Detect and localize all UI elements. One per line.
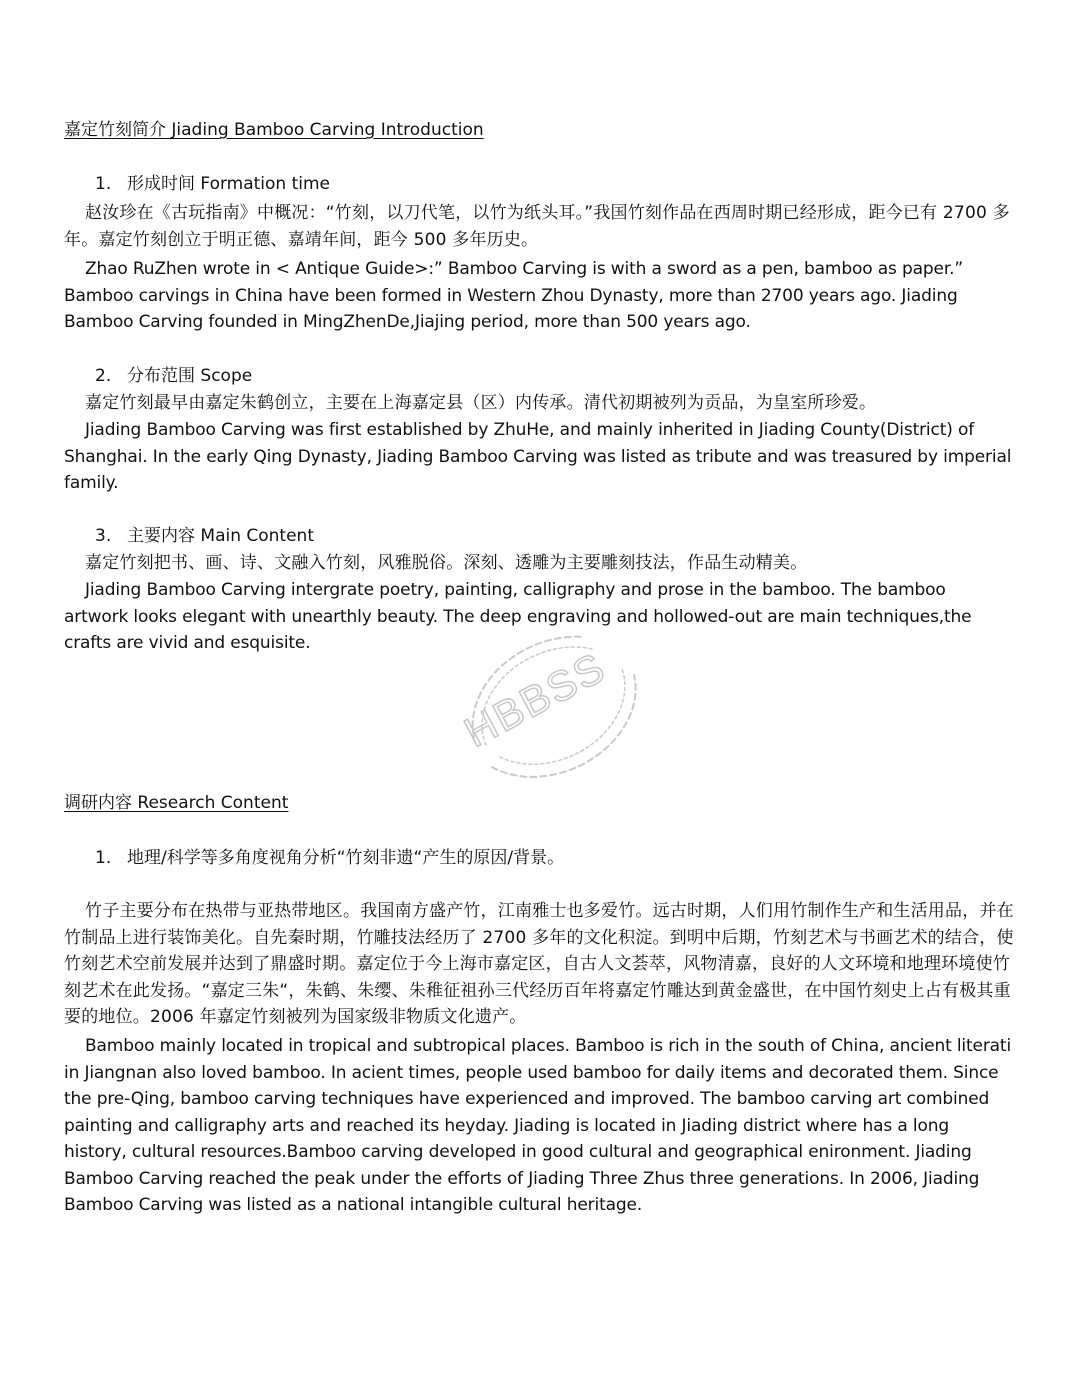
item-number: 3. — [95, 526, 112, 546]
paragraph-formation-zh: 赵汝珍在《古玩指南》中概况：“竹刻，以刀代笔，以竹为纸头耳。”我国竹刻作品在西周时期已经形成，距今已有 2700 多年。嘉定竹刻创立于明正德、嘉靖年间，距今 500 多年历史。 — [64, 203, 1010, 250]
paragraph-scope-zh: 嘉定竹刻最早由嘉定朱鹤创立，主要在上海嘉定县（区）内传承。清代初期被列为贡品，为皇室所珍爱。 — [85, 393, 877, 413]
item-title-text: 主要内容 Main Content — [127, 526, 314, 546]
item-title-main-content — [95, 524, 314, 548]
paragraph-research-en: Bamboo mainly located in tropical and subtropical places. Bamboo is rich in the south of China, ancient literati in Jiangnan also loved bamboo. In acient times, people used bamboo for daily items and decorated them. Since the pre-Qing, bamboo carving techniques have experienced and improved. The bamboo carving art combined painting and calligraphy arts and reached its heyday. Jiading is located in Jiading district where has a long history, cultural resources.Bamboo carving developed in good cultural and geographical enironment. Jiading Bamboo Carving reached the peak under the efforts of Jiading Three Zhus three generations. In 2006, Jiading Bamboo Carving was listed as a national intangible cultural heritage. — [64, 1036, 1012, 1215]
item-number: 2. — [95, 366, 112, 386]
watermark-text: HBBSS — [456, 642, 614, 757]
section-heading-research: 调研内容 Research Content — [64, 793, 289, 813]
item-title-formation-time — [95, 172, 330, 196]
item-number: 1. — [95, 848, 112, 868]
paragraph-main-content-zh: 嘉定竹刻把书、画、诗、文融入竹刻，风雅脱俗。深刻、透雕为主要雕刻技法，作品生动精美。 — [85, 553, 808, 573]
item-title-text: 形成时间 Formation time — [127, 174, 331, 194]
item-title-text: 地理/科学等多角度视角分析“竹刻非遗“产生的原因/背景。 — [127, 848, 565, 868]
item-title-text: 分布范围 Scope — [127, 366, 253, 386]
item-number: 1. — [95, 174, 112, 194]
watermark-stamp — [434, 617, 644, 787]
paragraph-research-zh: 竹子主要分布在热带与亚热带地区。我国南方盛产竹，江南雅士也多爱竹。远古时期，人们用竹制作生产和生活用品，并在竹制品上进行装饰美化。自先秦时期，竹雕技法经历了 2700 多年的文化积淀。到明中后期，竹刻艺术与书画艺术的结合，使竹刻艺术空前发展并达到了鼎盛时期。嘉定位于今上海市嘉定区，自古人文荟萃，风物清嘉，良好的人文环境和地理环境使竹刻艺术在此发扬。“嘉定三朱“，朱鹤、朱缨、朱稚征祖孙三代经历百年将嘉定竹雕达到黄金盛世，在中国竹刻史上占有极其重要的地位。2006 年嘉定竹刻被列为国家级非物质文化遗产。 — [64, 901, 1014, 1027]
paragraph-scope-en: Jiading Bamboo Carving was first established by ZhuHe, and mainly inherited in Jiading County(District) of Shanghai. In the early Qing Dynasty, Jiading Bamboo Carving was listed as tribute and was treasured by imperial family. — [64, 420, 1012, 493]
section-heading-introduction: 嘉定竹刻简介 Jiading Bamboo Carving Introduction — [64, 120, 484, 140]
item-title-scope — [95, 364, 252, 388]
item-title-background-analysis — [95, 846, 564, 870]
paragraph-main-content-en: Jiading Bamboo Carving intergrate poetry, painting, calligraphy and prose in the bamboo. The bamboo artwork looks elegant with unearthly beauty. The deep engraving and hollowed-out are main techniques,the crafts are vivid and esquisite. — [64, 580, 972, 653]
paragraph-formation-en: Zhao RuZhen wrote in < Antique Guide>:” Bamboo Carving is with a sword as a pen, bamboo as paper.” Bamboo carvings in China have been formed in Western Zhou Dynasty, more than 2700 years ago. Jiading Bamboo Carving founded in MingZhenDe,Jiajing period, more than 500 years ago. — [64, 259, 964, 332]
